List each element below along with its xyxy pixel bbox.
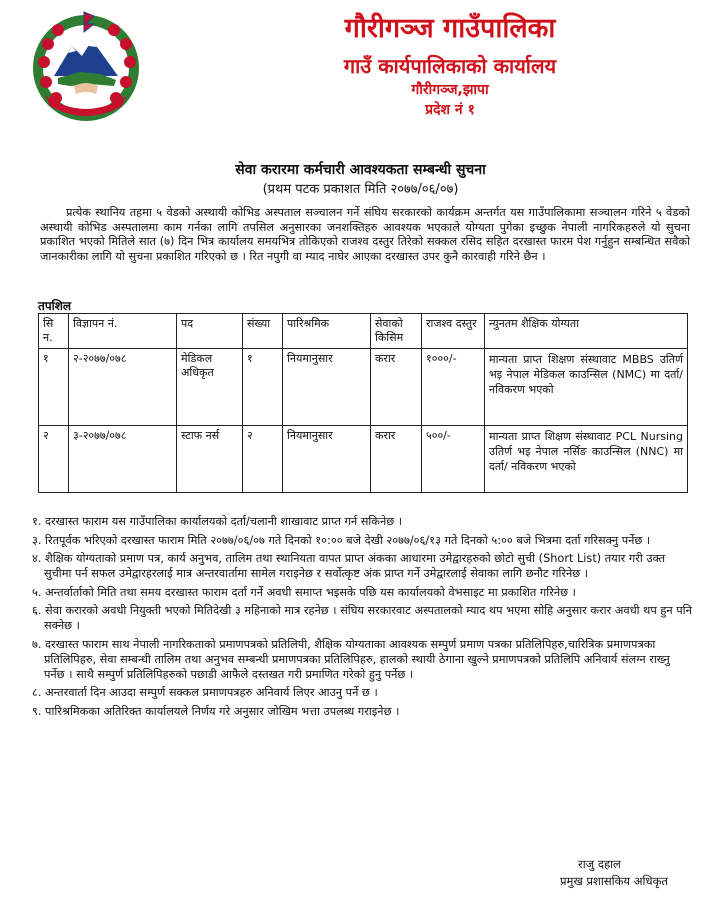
condition-item: ६. सेवा करारको अवधी नियुक्ती भएको मितिदेखी ३ महिनाको मात्र रहनेछ । संघिय सरकारवाट अस्पतालको म्याद थप भएमा सोहि अनुसार करार अवधी थप हुन पनि सक्नेछ । bbox=[32, 604, 692, 632]
condition-item: ४. शैक्षिक योग्यताको प्रमाण पत्र, कार्य अनुभव, तालिम तथा स्थानियता वापत प्राप्त अंकका आधारमा उमेद्वारहरुको छोटो सुची (Short List) तयार गरी उक्त सुचीमा पर्न सफल उमेद्वारहरलाई मात्र अन्तरवार्तामा सामेल गराइनेछ र सर्वोत्कृष्ट अंक प्राप्त गर्ने उमेद्वारलाई सेवाका लागि छनौट गरिनेछ । bbox=[32, 552, 666, 580]
table-row bbox=[39, 426, 688, 493]
government-emblem bbox=[30, 10, 142, 122]
table-row bbox=[39, 349, 688, 426]
cell-serial: २ bbox=[39, 426, 69, 493]
condition-item: ७. दरखास्त फाराम साथ नेपाली नागरिकताको प्रमाणपत्रको प्रतिलिपी, शैक्षिक योग्यताका आवश्यक सम्पुर्ण प्रमाण पत्रका प्रतिलिपिहरु,चारित्रिक प्रमाणपत्रका प्रतिलिपिहरु, सेवा सम्बन्धी तालिम तथा अनुभव सम्बन्धी प्रमाणपत्रका प्रतिलिपिहरु, हालको स्थायी ठेगाना खुल्ने प्रमाणपत्रको प्रतिलिपि अनिवार्य संलग्न राख्नु पर्नेछ । साथै सम्पुर्ण प्रतिलिपिहरुको पछाडी आफैले दस्तखत गरी प्रमाणित गरेको हुनु पर्नेछ । bbox=[32, 637, 670, 681]
condition-item: १. दरखास्त फाराम यस गाउँपालिका कार्यालयको दर्ता/चलानी शाखावाट प्राप्त गर्न सकिनेछ । bbox=[32, 515, 403, 528]
cell-qualification: मान्यता प्राप्त शिक्षण संस्थावाट MBBS उतिर्ण भइ नेपाल मेडिकल काउन्सिल (NMC) मा दर्ता/ नविकरण भएको bbox=[485, 349, 688, 426]
header-ad-number: विज्ञापन नं. bbox=[69, 314, 177, 349]
cell-qualification: मान्यता प्राप्त शिक्षण संस्थावाट PCL Nursing उतिर्ण भइ नेपाल नर्सिङ काउन्सिल (NNC) मा दर्ता/ नविकरण भएको bbox=[485, 426, 688, 493]
notice-subtitle: (प्रथम पटक प्रकाशत मिति २०७७/०६/०७) bbox=[262, 182, 459, 197]
table-header-row bbox=[39, 314, 688, 349]
cell-count: १ bbox=[243, 349, 283, 426]
header-qualification: न्युनतम शैक्षिक योग्यता bbox=[485, 314, 688, 349]
nepal-emblem-icon bbox=[30, 10, 142, 122]
condition-item: ३. रितपूर्वक भरिएको दरखास्त फाराम मिति २०७७/०६/०७ गते दिनको १०:०० बजे देखी २०७७/०६/१३ गते दिनको ५:०० बजे भित्रमा दर्ता गरिसक्नु पर्नेछ । bbox=[32, 533, 651, 547]
cell-fee: १०००/- bbox=[422, 349, 485, 426]
municipality-name: गौरीगञ्ज गाउँपालिका bbox=[344, 13, 556, 44]
cell-ad-number: ३-२०७७/०७८ bbox=[69, 426, 177, 493]
cell-service-type: करार bbox=[371, 426, 422, 493]
notice-title: सेवा करारमा कर्मचारी आवश्यकता सम्बन्धी सुचना bbox=[235, 162, 486, 178]
notice-intro: प्रत्येक स्थानिय तहमा ५ वेडको अस्थायी कोभिड अस्पताल सञ्चालन गर्ने संघिय सरकारको कार्यक्रम अन्तर्गत यस गाउँपालिकामा सञ्चालन गरिने ५ वेडको अस्थायी कोभिड अस्पतालमा काम गर्नका लागि तपसिल अनुसारका जनशक्तिहरु आवश्यक भएकाले योग्यता पुगेका इच्छुक नेपाली नागरिकहरुले यो सुचना प्रकाशित भएको मितिले सात (७) दिन भित्र कार्यालय समयभित्र तोकिएको राजश्व दस्तुर तिरेको सक्कल रसिद सहित दरखास्त फारम पेश गर्नुहुन सम्बन्धित सवैको जानकारीका लागि यो सुचना प्रकाशित गरिएको छ । रित नपुगी वा म्याद नाघेर आएका दरखास्त उपर कुनै कारवाही गरिने छैन । bbox=[40, 206, 690, 263]
cell-fee: ५००/- bbox=[422, 426, 485, 493]
office-name: गाउँ कार्यपालिकाको कार्यालय bbox=[343, 54, 557, 78]
schedule-label: तपशिल bbox=[38, 299, 72, 313]
cell-serial: १ bbox=[39, 349, 69, 426]
condition-item: ८. अन्तरवार्ता दिन आउदा सम्पुर्ण सक्कल प्रमाणपत्रहरु अनिवार्य लिएर आउनु पर्ने छ । bbox=[32, 686, 378, 699]
header-service-type: सेवाको किसिम bbox=[371, 314, 422, 349]
header-salary: पारिश्रमिक bbox=[283, 314, 371, 349]
vacancy-table bbox=[38, 313, 688, 493]
cell-count: २ bbox=[243, 426, 283, 493]
condition-item: ५. अन्तर्वार्ताको मिति तथा समय दरखास्त फाराम दर्ता गर्ने अवधी समाप्त भइसके पछि यस कार्यालयको वेभसाइट मा प्रकाशित गरिनेछ । bbox=[32, 585, 576, 599]
cell-ad-number: २-२०७७/०७८ bbox=[69, 349, 177, 426]
cell-salary: नियमानुसार bbox=[283, 426, 371, 493]
signatory-title: प्रमुख प्रशासकिय अधिकृत bbox=[560, 874, 668, 888]
header-serial: सि न. bbox=[39, 314, 69, 349]
office-location: गौरीगञ्ज,झापा bbox=[411, 82, 489, 98]
header-post: पद bbox=[177, 314, 243, 349]
cell-post: स्टाफ नर्स bbox=[177, 426, 243, 493]
header-fee: राजश्व दस्तुर bbox=[422, 314, 485, 349]
cell-salary: नियमानुसार bbox=[283, 349, 371, 426]
province-label: प्रदेश नं १ bbox=[425, 102, 475, 118]
condition-item: ९. पारिश्रमिकका अतिरिक्त कार्यालयले निर्णय गरे अनुसार जोखिम भत्ता उपलब्ध गराइनेछ । bbox=[32, 704, 400, 718]
cell-service-type: करार bbox=[371, 349, 422, 426]
header-count: संख्या bbox=[243, 314, 283, 349]
conditions-list bbox=[32, 514, 692, 722]
signatory-name: राजु दहाल bbox=[578, 857, 621, 871]
cell-post: मेडिकल अधिकृत bbox=[177, 349, 243, 426]
